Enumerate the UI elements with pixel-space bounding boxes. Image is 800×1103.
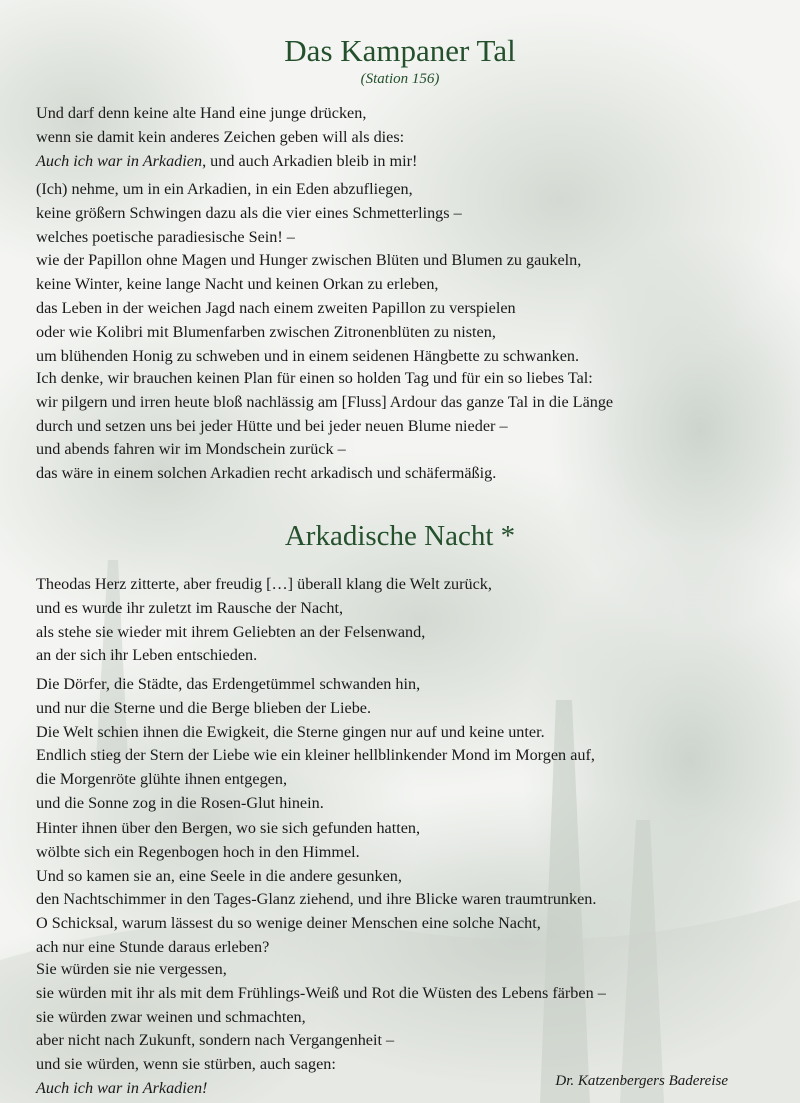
closing-line: Auch ich war in Arkadien! <box>36 1078 208 1097</box>
verse-line: und nur die Sterne und die Berge blieben der Liebe. <box>36 698 372 717</box>
verse-line: wie der Papillon ohne Magen und Hunger zwischen Blüten und Blumen zu gaukeln, <box>36 251 582 270</box>
verse-line: keine größern Schwingen dazu als die vier eines Schmetterlings – <box>36 203 462 222</box>
section1-title: Das Kampaner Tal <box>284 33 516 68</box>
verse-line: um blühenden Honig zu schweben und in einem seidenen Hängbette zu schwanken. <box>36 346 580 365</box>
verse-line: aber nicht nach Zukunft, sondern nach Vergangenheit – <box>36 1031 395 1050</box>
verse-line: wir pilgern und irren heute bloß nachlässig am [Fluss] Ardour das ganze Tal in die Länge <box>36 392 614 411</box>
verse-line: Und so kamen sie an, eine Seele in die andere gesunken, <box>36 866 402 885</box>
verse-line: O Schicksal, warum lässest du so wenige deiner Menschen eine solche Nacht, <box>36 914 541 933</box>
verse-line: Hinter ihnen über den Bergen, wo sie sich gefunden hatten, <box>36 819 421 837</box>
section2-stanza-2 <box>36 673 776 816</box>
verse-line: (Ich) nehme, um in ein Arkadien, in ein Eden abzufliegen, <box>36 180 413 198</box>
section1-stanza-1 <box>36 102 776 173</box>
verse-line-rest: , und auch Arkadien bleib in mir! <box>202 151 418 170</box>
verse-line: wölbte sich ein Regenbogen hoch in den Himmel. <box>36 842 360 861</box>
section2-stanza-3 <box>36 817 776 960</box>
verse-line: die Morgenröte glühte ihnen entgegen, <box>36 770 287 789</box>
verse-line: wenn sie damit kein anderes Zeichen geben will als dies: <box>36 127 405 146</box>
verse-line: Ich denke, wir brauchen keinen Plan für einen so holden Tag und für ein so liebes Tal: <box>36 369 593 387</box>
verse-line: sie würden zwar weinen und schmachten, <box>36 1007 306 1026</box>
verse-line: Die Welt schien ihnen die Ewigkeit, die Sterne gingen nur auf und keine unter. <box>36 722 545 741</box>
verse-line: oder wie Kolibri mit Blumenfarben zwischen Zitronenblüten zu nisten, <box>36 322 496 341</box>
verse-line: Theodas Herz zitterte, aber freudig […] überall klang die Welt zurück, <box>36 575 492 593</box>
verse-line: das wäre in einem solchen Arkadien recht arkadisch und schäfermäßig. <box>36 464 497 483</box>
verse-line: ach nur eine Stunde daraus erleben? <box>36 937 270 956</box>
section1-subtitle: (Station 156) <box>360 71 440 87</box>
section2-stanza-1 <box>36 573 776 668</box>
verse-line: als stehe sie wieder mit ihrem Geliebten an der Felsenwand, <box>36 622 426 641</box>
verse-line: Und darf denn keine alte Hand eine junge drücken, <box>36 104 367 122</box>
verse-line: den Nachtschimmer in den Tages-Glanz ziehend, und ihre Blicke waren traumtrunken. <box>36 890 597 909</box>
section1-stanza-3 <box>36 367 776 486</box>
verse-line <box>36 150 776 174</box>
source-attribution: Dr. Katzenbergers Badereise <box>555 1073 728 1089</box>
verse-line: Sie würden sie nie vergessen, <box>36 960 227 978</box>
verse-line: und sie würden, wenn sie stürben, auch sagen: <box>36 1055 336 1074</box>
verse-line: durch und setzen uns bei jeder Hütte und bei jeder neuen Blume nieder – <box>36 416 508 435</box>
verse-line: Endlich stieg der Stern der Liebe wie ein kleiner hellblinkender Mond im Morgen auf, <box>36 746 595 765</box>
section2-title: Arkadische Nacht * <box>284 520 516 552</box>
section1-stanza-2 <box>36 178 776 368</box>
verse-line: keine Winter, keine lange Nacht und keinen Orkan zu erleben, <box>36 275 439 294</box>
verse-line: das Leben in der weichen Jagd nach einem zweiten Papillon zu verspielen <box>36 298 516 317</box>
italic-quote: Auch ich war in Arkadien <box>36 151 203 170</box>
verse-line: und es wurde ihr zuletzt im Rausche der Nacht, <box>36 598 344 617</box>
verse-line: welches poetische paradiesische Sein! – <box>36 227 295 246</box>
verse-line: und die Sonne zog in die Rosen-Glut hinein. <box>36 793 324 812</box>
verse-line: und abends fahren wir im Mondschein zurück – <box>36 440 346 459</box>
verse-line: Die Dörfer, die Städte, das Erdengetümmel schwanden hin, <box>36 675 421 693</box>
verse-line: sie würden mit ihr als mit dem Frühlings-Weiß und Rot die Wüsten des Lebens färben – <box>36 983 606 1002</box>
verse-line: an der sich ihr Leben entschieden. <box>36 646 258 665</box>
